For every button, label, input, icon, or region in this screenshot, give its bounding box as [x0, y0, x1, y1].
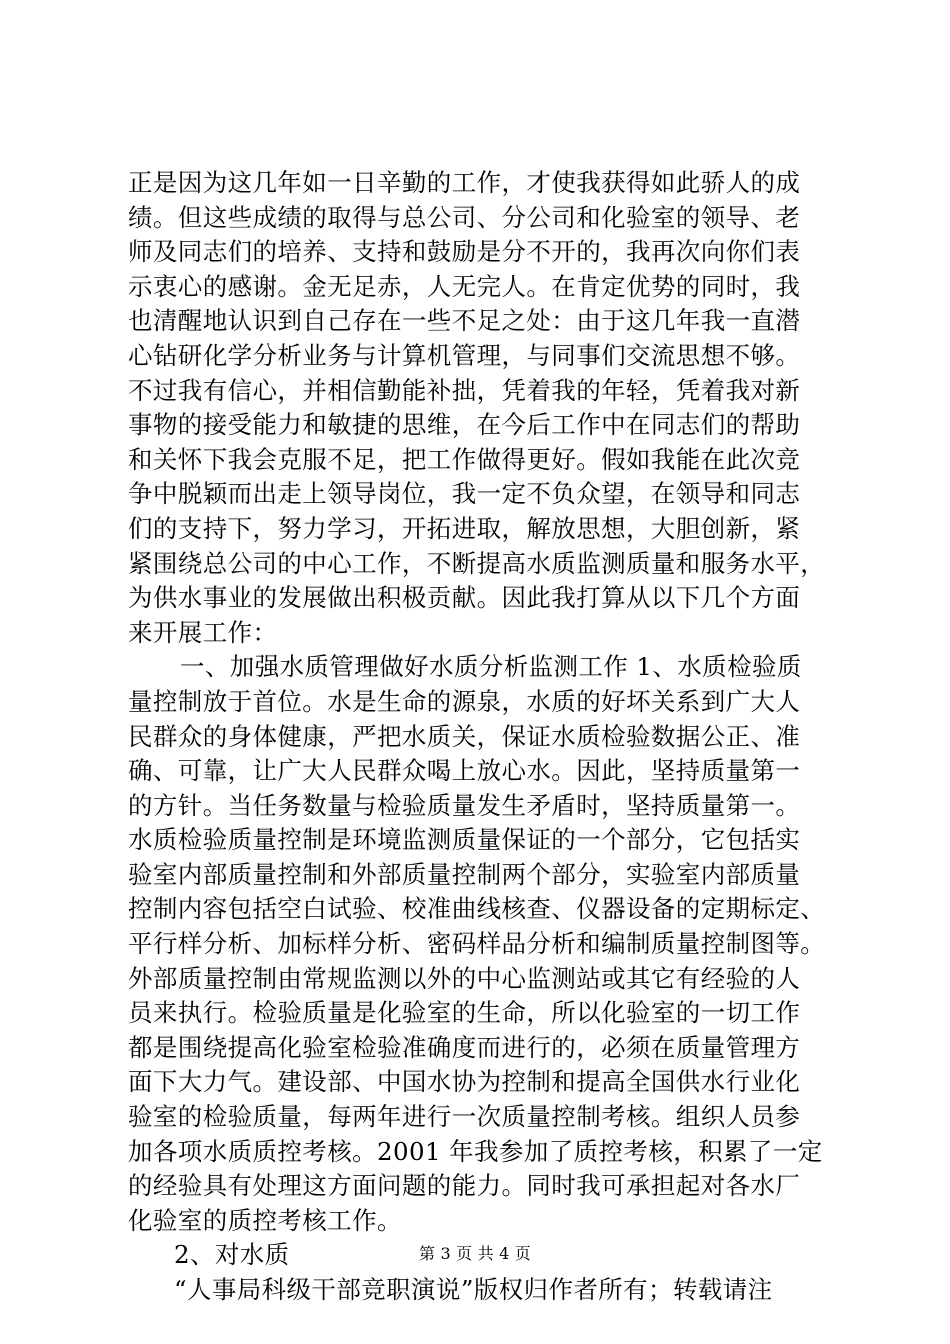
text-line: 来开展工作：: [128, 617, 278, 647]
text-line: 都是围绕提高化验室检验准确度而进行的，必须在质量管理方: [128, 1032, 801, 1062]
text-line: 员来执行。检验质量是化验室的生命，所以化验室的一切工作: [128, 998, 801, 1028]
text-line: 事物的接受能力和敏捷的思维，在今后工作中在同志们的帮助: [128, 410, 801, 440]
text-line: 水质检验质量控制是环境监测质量保证的一个部分，它包括实: [128, 825, 801, 855]
text-line: 验室内部质量控制和外部质量控制两个部分，实验室内部质量: [128, 859, 801, 889]
document-body: [128, 166, 838, 1308]
text-line: 化验室的质控考核工作。: [128, 1205, 402, 1235]
text-line: 和关怀下我会克服不足，把工作做得更好。假如我能在此次竞: [128, 444, 801, 474]
text-line: 确、可靠，让广大人民群众喝上放心水。因此，坚持质量第一: [128, 756, 801, 786]
text-line: 师及同志们的培养、支持和鼓励是分不开的，我再次向你们表: [128, 237, 801, 267]
text-line: 控制内容包括空白试验、校准曲线核查、仪器设备的定期标定、: [128, 894, 826, 924]
text-line: 的经验具有处理这方面问题的能力。同时我可承担起对各水厂: [128, 1171, 801, 1201]
text-line: 验室的检验质量，每两年进行一次质量控制考核。组织人员参: [128, 1102, 801, 1132]
text-line: 们的支持下，努力学习，开拓进取，解放思想，大胆创新，紧: [128, 513, 801, 543]
text-line: 示衷心的感谢。金无足赤，人无完人。在肯定优势的同时，我: [128, 271, 801, 301]
text-line: 量控制放于首位。水是生命的源泉，水质的好坏关系到广大人: [128, 686, 801, 716]
text-line: 民群众的身体健康，严把水质关，保证水质检验数据公正、准: [128, 721, 801, 751]
text-line: 的方针。当任务数量与检验质量发生矛盾时，坚持质量第一。: [128, 790, 801, 820]
page-number-footer: 第 3 页 共 4 页: [419, 1244, 531, 1263]
text-line: 也清醒地认识到自己存在一些不足之处：由于这几年我一直潜: [128, 306, 801, 336]
text-line: 争中脱颖而出走上领导岗位，我一定不负众望，在领导和同志: [128, 479, 801, 509]
text-line: 绩。但这些成绩的取得与总公司、分公司和化验室的领导、老: [128, 202, 801, 232]
text-line: 面下大力气。建设部、中国水协为控制和提高全国供水行业化: [128, 1067, 801, 1097]
text-line: 平行样分析、加标样分析、密码样品分析和编制质量控制图等。: [128, 929, 826, 959]
copyright-notice-line: “人事局科级干部竞职演说”版权归作者所有；转载请注: [174, 1275, 773, 1304]
text-line: 不过我有信心，并相信勤能补拙，凭着我的年轻，凭着我对新: [128, 375, 801, 405]
text-line: 紧围绕总公司的中心工作，不断提高水质监测质量和服务水平，: [128, 548, 826, 578]
subsection-heading-line: 2、对水质: [174, 1240, 290, 1270]
text-line: 加各项水质质控考核。2001 年我参加了质控考核，积累了一定: [128, 1136, 823, 1166]
text-line: 正是因为这几年如一日辛勤的工作，才使我获得如此骄人的成: [128, 168, 801, 197]
section-heading-line: 一、加强水质管理做好水质分析监测工作 1、水质检验质: [180, 652, 802, 682]
text-line: 为供水事业的发展做出积极贡献。因此我打算从以下几个方面: [128, 583, 801, 613]
text-line: 心钻研化学分析业务与计算机管理，与同事们交流思想不够。: [128, 340, 801, 370]
text-line: 外部质量控制由常规监测以外的中心监测站或其它有经验的人: [128, 963, 801, 993]
